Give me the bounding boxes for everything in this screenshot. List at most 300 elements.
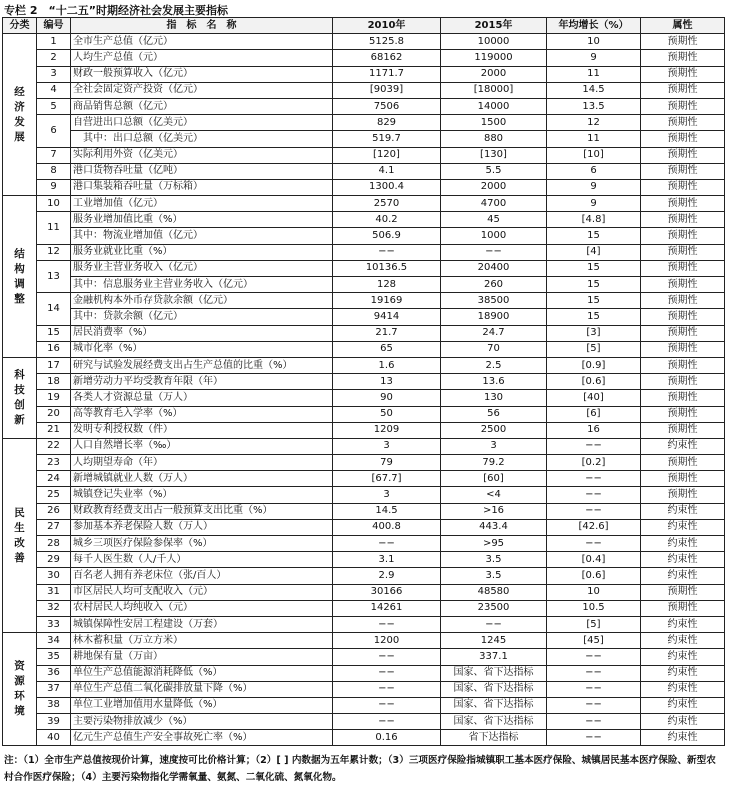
indicator-name: 人均期望寿命（年） [71, 455, 333, 471]
value-2010: 1.6 [333, 357, 441, 373]
row-number: 11 [37, 212, 71, 244]
table-row [3, 633, 725, 649]
value-2010: 3.1 [333, 552, 441, 568]
table-row [3, 519, 725, 535]
annual-growth: 10.5 [547, 600, 641, 616]
annual-growth: −− [547, 536, 641, 552]
indicator-name: 市区居民人均可支配收入（元） [71, 584, 333, 600]
annual-growth: 12 [547, 115, 641, 131]
row-number: 5 [37, 98, 71, 114]
value-2015: 国家、省下达指标 [441, 714, 547, 730]
annual-growth: 15 [547, 228, 641, 244]
attribute: 预期性 [641, 422, 725, 438]
attribute: 预期性 [641, 34, 725, 50]
col-header-attribute: 属性 [641, 18, 725, 34]
category-cell-people [3, 438, 37, 632]
indicator-name: 其中：信息服务业主营业务收入（亿元） [71, 277, 333, 293]
category-label: 民生改善 [14, 506, 25, 564]
row-number: 16 [37, 341, 71, 357]
col-header-category: 分类 [3, 18, 37, 34]
attribute: 约束性 [641, 649, 725, 665]
value-2010: 9414 [333, 309, 441, 325]
value-2015: [60] [441, 471, 547, 487]
table-row [3, 131, 725, 147]
row-number: 31 [37, 584, 71, 600]
table-row [3, 115, 725, 131]
annual-growth: −− [547, 665, 641, 681]
value-2010: 13 [333, 374, 441, 390]
table-row [3, 212, 725, 228]
annual-growth: 11 [547, 131, 641, 147]
annual-growth: 11 [547, 66, 641, 82]
attribute: 预期性 [641, 50, 725, 66]
annual-growth: [0.9] [547, 357, 641, 373]
attribute: 预期性 [641, 309, 725, 325]
indicator-name: 研究与试验发展经费支出占生产总值的比重（%） [71, 357, 333, 373]
value-2015: 1500 [441, 115, 547, 131]
attribute: 约束性 [641, 438, 725, 454]
col-header-name: 指 标 名 称 [71, 18, 333, 34]
indicator-name: 高等教育毛入学率（%） [71, 406, 333, 422]
indicator-name: 服务业就业比重（%） [71, 244, 333, 260]
value-2015: 79.2 [441, 455, 547, 471]
annual-growth: 6 [547, 163, 641, 179]
row-number: 33 [37, 616, 71, 632]
annual-growth: −− [547, 438, 641, 454]
indicator-name: 港口货物吞吐量（亿吨） [71, 163, 333, 179]
attribute: 预期性 [641, 341, 725, 357]
table-row [3, 66, 725, 82]
indicator-name: 新增劳动力平均受教育年限（年） [71, 374, 333, 390]
attribute: 约束性 [641, 568, 725, 584]
indicator-name: 发明专利授权数（件） [71, 422, 333, 438]
table-row [3, 179, 725, 195]
table-row [3, 82, 725, 98]
value-2015: 119000 [441, 50, 547, 66]
table-row [3, 422, 725, 438]
row-number: 38 [37, 697, 71, 713]
table-row [3, 196, 725, 212]
attribute: 约束性 [641, 714, 725, 730]
value-2015: [18000] [441, 82, 547, 98]
attribute: 预期性 [641, 196, 725, 212]
value-2015: 23500 [441, 600, 547, 616]
table-row [3, 584, 725, 600]
row-number: 13 [37, 260, 71, 292]
indicator-name: 单位工业增加值用水量降低（%） [71, 697, 333, 713]
table-row [3, 374, 725, 390]
annual-growth: 15 [547, 293, 641, 309]
value-2010: 1200 [333, 633, 441, 649]
annual-growth: [5] [547, 616, 641, 632]
table-row [3, 50, 725, 66]
row-number: 15 [37, 325, 71, 341]
col-header-growth: 年均增长（%） [547, 18, 641, 34]
indicator-name: 主要污染物排放减少（%） [71, 714, 333, 730]
row-number: 2 [37, 50, 71, 66]
value-2015: 880 [441, 131, 547, 147]
attribute: 预期性 [641, 374, 725, 390]
table-row [3, 730, 725, 746]
row-number: 27 [37, 519, 71, 535]
value-2015: 18900 [441, 309, 547, 325]
annual-growth: [45] [547, 633, 641, 649]
value-2010: 65 [333, 341, 441, 357]
value-2010: 2.9 [333, 568, 441, 584]
table-row [3, 357, 725, 373]
category-label: 科技创新 [14, 368, 25, 426]
value-2015: 国家、省下达指标 [441, 681, 547, 697]
table-row [3, 390, 725, 406]
indicator-name: 全市生产总值（亿元） [71, 34, 333, 50]
indicator-name: 新增城镇就业人数（万人） [71, 471, 333, 487]
row-number: 8 [37, 163, 71, 179]
attribute: 预期性 [641, 82, 725, 98]
value-2010: 21.7 [333, 325, 441, 341]
row-number: 24 [37, 471, 71, 487]
indicator-name: 金融机构本外币存贷款余额（亿元） [71, 293, 333, 309]
attribute: 约束性 [641, 536, 725, 552]
value-2015: 2500 [441, 422, 547, 438]
indicator-name: 百名老人拥有养老床位（张/百人） [71, 568, 333, 584]
value-2010: −− [333, 649, 441, 665]
table-row [3, 503, 725, 519]
value-2010: 128 [333, 277, 441, 293]
value-2010: 14.5 [333, 503, 441, 519]
annual-growth: −− [547, 681, 641, 697]
row-number: 29 [37, 552, 71, 568]
indicator-name: 单位生产总值能源消耗降低（%） [71, 665, 333, 681]
category-label: 结构调整 [14, 247, 25, 305]
col-header-2010: 2010年 [333, 18, 441, 34]
value-2010: 3 [333, 487, 441, 503]
value-2015: 260 [441, 277, 547, 293]
value-2010: 7506 [333, 98, 441, 114]
row-number: 18 [37, 374, 71, 390]
row-number: 39 [37, 714, 71, 730]
category-cell-env [3, 633, 37, 746]
annual-growth: [0.6] [547, 568, 641, 584]
col-header-2015: 2015年 [441, 18, 547, 34]
table-row [3, 616, 725, 632]
row-number: 30 [37, 568, 71, 584]
row-number: 26 [37, 503, 71, 519]
annual-growth: −− [547, 730, 641, 746]
attribute: 约束性 [641, 633, 725, 649]
row-number: 35 [37, 649, 71, 665]
indicator-name: 农村居民人均纯收入（元） [71, 600, 333, 616]
indicator-name: 全社会固定资产投资（亿元） [71, 82, 333, 98]
value-2015: 国家、省下达指标 [441, 665, 547, 681]
annual-growth: −− [547, 649, 641, 665]
value-2015: 2000 [441, 179, 547, 195]
row-number: 17 [37, 357, 71, 373]
indicator-name: 工业增加值（亿元） [71, 196, 333, 212]
attribute: 约束性 [641, 730, 725, 746]
table-row [3, 552, 725, 568]
table-row [3, 34, 725, 50]
value-2015: 国家、省下达指标 [441, 697, 547, 713]
value-2015: 13.6 [441, 374, 547, 390]
value-2010: 30166 [333, 584, 441, 600]
row-number: 1 [37, 34, 71, 50]
attribute: 预期性 [641, 584, 725, 600]
header-row [3, 18, 725, 34]
annual-growth: [0.6] [547, 374, 641, 390]
value-2010: −− [333, 616, 441, 632]
attribute: 约束性 [641, 665, 725, 681]
annual-growth: 15 [547, 260, 641, 276]
value-2010: 2570 [333, 196, 441, 212]
table-row [3, 293, 725, 309]
attribute: 预期性 [641, 163, 725, 179]
indicator-name: 城镇保障性安居工程建设（万套） [71, 616, 333, 632]
annual-growth: [0.4] [547, 552, 641, 568]
value-2010: 400.8 [333, 519, 441, 535]
annual-growth: 13.5 [547, 98, 641, 114]
attribute: 约束性 [641, 503, 725, 519]
attribute: 约束性 [641, 616, 725, 632]
annual-growth: 16 [547, 422, 641, 438]
table-row [3, 309, 725, 325]
attribute: 预期性 [641, 357, 725, 373]
attribute: 预期性 [641, 325, 725, 341]
value-2010: 506.9 [333, 228, 441, 244]
value-2015: 45 [441, 212, 547, 228]
row-number: 21 [37, 422, 71, 438]
value-2010: −− [333, 697, 441, 713]
value-2015: >16 [441, 503, 547, 519]
row-number: 40 [37, 730, 71, 746]
row-number: 32 [37, 600, 71, 616]
value-2010: −− [333, 244, 441, 260]
value-2010: −− [333, 536, 441, 552]
annual-growth: [4] [547, 244, 641, 260]
indicator-name: 其中：物流业增加值（亿元） [71, 228, 333, 244]
attribute: 预期性 [641, 228, 725, 244]
value-2015: 2000 [441, 66, 547, 82]
value-2015: 4700 [441, 196, 547, 212]
annual-growth: [0.2] [547, 455, 641, 471]
attribute: 预期性 [641, 212, 725, 228]
attribute: 预期性 [641, 115, 725, 131]
indicators-table [2, 17, 725, 746]
row-number: 22 [37, 438, 71, 454]
annual-growth: −− [547, 487, 641, 503]
value-2015: 3.5 [441, 568, 547, 584]
value-2010: 50 [333, 406, 441, 422]
row-number: 3 [37, 66, 71, 82]
row-number: 37 [37, 681, 71, 697]
category-label: 经济发展 [14, 85, 25, 143]
indicator-name: 财政一般预算收入（亿元） [71, 66, 333, 82]
row-number: 36 [37, 665, 71, 681]
value-2015: [130] [441, 147, 547, 163]
indicator-name: 各类人才资源总量（万人） [71, 390, 333, 406]
row-number: 9 [37, 179, 71, 195]
attribute: 预期性 [641, 98, 725, 114]
value-2010: 519.7 [333, 131, 441, 147]
value-2015: 443.4 [441, 519, 547, 535]
table-row [3, 260, 725, 276]
row-number: 34 [37, 633, 71, 649]
value-2015: 1245 [441, 633, 547, 649]
table-row [3, 714, 725, 730]
col-header-number: 编号 [37, 18, 71, 34]
attribute: 预期性 [641, 487, 725, 503]
value-2015: 48580 [441, 584, 547, 600]
value-2015: 省下达指标 [441, 730, 547, 746]
value-2015: −− [441, 244, 547, 260]
table-row [3, 325, 725, 341]
indicator-name: 服务业增加值比重（%） [71, 212, 333, 228]
value-2010: 79 [333, 455, 441, 471]
value-2010: 0.16 [333, 730, 441, 746]
annual-growth: [10] [547, 147, 641, 163]
annual-growth: −− [547, 471, 641, 487]
value-2010: 1300.4 [333, 179, 441, 195]
table-row [3, 681, 725, 697]
value-2015: 2.5 [441, 357, 547, 373]
row-number: 7 [37, 147, 71, 163]
annual-growth: −− [547, 714, 641, 730]
indicator-name: 城镇登记失业率（%） [71, 487, 333, 503]
annual-growth: 14.5 [547, 82, 641, 98]
indicator-name: 其中：贷款余额（亿元） [71, 309, 333, 325]
indicator-name: 其中：出口总额（亿美元） [71, 131, 333, 147]
indicator-name: 参加基本养老保险人数（万人） [71, 519, 333, 535]
table-row [3, 341, 725, 357]
annual-growth: 15 [547, 309, 641, 325]
table-row [3, 600, 725, 616]
indicator-name: 服务业主营业务收入（亿元） [71, 260, 333, 276]
indicator-name: 人均生产总值（元） [71, 50, 333, 66]
row-number: 12 [37, 244, 71, 260]
table-row [3, 98, 725, 114]
row-number: 4 [37, 82, 71, 98]
category-cell-econ [3, 34, 37, 196]
annual-growth: [4.8] [547, 212, 641, 228]
attribute: 预期性 [641, 179, 725, 195]
table-row [3, 277, 725, 293]
row-number: 6 [37, 115, 71, 147]
table-title: 专栏 2 “十二五”时期经济社会发展主要指标 [4, 4, 228, 17]
attribute: 预期性 [641, 147, 725, 163]
attribute: 预期性 [641, 293, 725, 309]
value-2015: 38500 [441, 293, 547, 309]
table-row [3, 649, 725, 665]
value-2015: 3 [441, 438, 547, 454]
row-number: 14 [37, 293, 71, 325]
table-row [3, 455, 725, 471]
value-2015: 56 [441, 406, 547, 422]
indicator-name: 实际利用外资（亿美元） [71, 147, 333, 163]
indicator-name: 港口集装箱吞吐量（万标箱） [71, 179, 333, 195]
annual-growth: −− [547, 697, 641, 713]
value-2015: 24.7 [441, 325, 547, 341]
table-row [3, 568, 725, 584]
attribute: 预期性 [641, 66, 725, 82]
value-2010: [120] [333, 147, 441, 163]
value-2010: [67.7] [333, 471, 441, 487]
annual-growth: [6] [547, 406, 641, 422]
annual-growth: 10 [547, 584, 641, 600]
indicator-name: 人口自然增长率（‰） [71, 438, 333, 454]
value-2010: 4.1 [333, 163, 441, 179]
value-2015: 20400 [441, 260, 547, 276]
attribute: 约束性 [641, 519, 725, 535]
value-2010: 40.2 [333, 212, 441, 228]
value-2015: <4 [441, 487, 547, 503]
table-row [3, 438, 725, 454]
value-2010: 14261 [333, 600, 441, 616]
attribute: 预期性 [641, 406, 725, 422]
value-2015: 70 [441, 341, 547, 357]
attribute: 预期性 [641, 244, 725, 260]
annual-growth: [5] [547, 341, 641, 357]
row-number: 23 [37, 455, 71, 471]
value-2010: −− [333, 681, 441, 697]
indicator-name: 亿元生产总值生产安全事故死亡率（%） [71, 730, 333, 746]
value-2010: −− [333, 665, 441, 681]
annual-growth: [42.6] [547, 519, 641, 535]
indicator-name: 每千人医生数（人/千人） [71, 552, 333, 568]
annual-growth: −− [547, 503, 641, 519]
annual-growth: 9 [547, 50, 641, 66]
annual-growth: 9 [547, 196, 641, 212]
table-row [3, 228, 725, 244]
value-2010: 68162 [333, 50, 441, 66]
value-2015: −− [441, 616, 547, 632]
value-2010: 90 [333, 390, 441, 406]
value-2015: >95 [441, 536, 547, 552]
row-number: 28 [37, 536, 71, 552]
indicator-name: 自营进出口总额（亿美元） [71, 115, 333, 131]
row-number: 25 [37, 487, 71, 503]
footnotes: 注：（1）全市生产总值按现价计算，速度按可比价格计算；（2）[ ] 内数据为五年累计数；（3）三项医疗保险指城镇职工基本医疗保险、城镇居民基本医疗保险、新型农村合作医疗保险；（4）主要污染物指化学需氧量、氨氮、二氧化硫、氮氧化物。 [4, 755, 716, 783]
table-row [3, 697, 725, 713]
attribute: 预期性 [641, 260, 725, 276]
indicator-name: 城市化率（%） [71, 341, 333, 357]
value-2010: [9039] [333, 82, 441, 98]
value-2015: 5.5 [441, 163, 547, 179]
indicator-name: 商品销售总额（亿元） [71, 98, 333, 114]
category-cell-tech [3, 357, 37, 438]
value-2010: 1209 [333, 422, 441, 438]
value-2010: 829 [333, 115, 441, 131]
attribute: 约束性 [641, 681, 725, 697]
table-row [3, 536, 725, 552]
table-row [3, 406, 725, 422]
attribute: 约束性 [641, 552, 725, 568]
table-row [3, 665, 725, 681]
attribute: 约束性 [641, 697, 725, 713]
value-2015: 3.5 [441, 552, 547, 568]
attribute: 预期性 [641, 471, 725, 487]
annual-growth: [40] [547, 390, 641, 406]
value-2010: 19169 [333, 293, 441, 309]
indicator-name: 财政教育经费支出占一般预算支出比重（%） [71, 503, 333, 519]
annual-growth: 10 [547, 34, 641, 50]
row-number: 19 [37, 390, 71, 406]
table-row [3, 487, 725, 503]
attribute: 预期性 [641, 131, 725, 147]
annual-growth: 9 [547, 179, 641, 195]
indicator-name: 林木蓄积量（万立方米） [71, 633, 333, 649]
value-2015: 14000 [441, 98, 547, 114]
category-label: 资源环境 [14, 660, 25, 718]
annual-growth: 15 [547, 277, 641, 293]
